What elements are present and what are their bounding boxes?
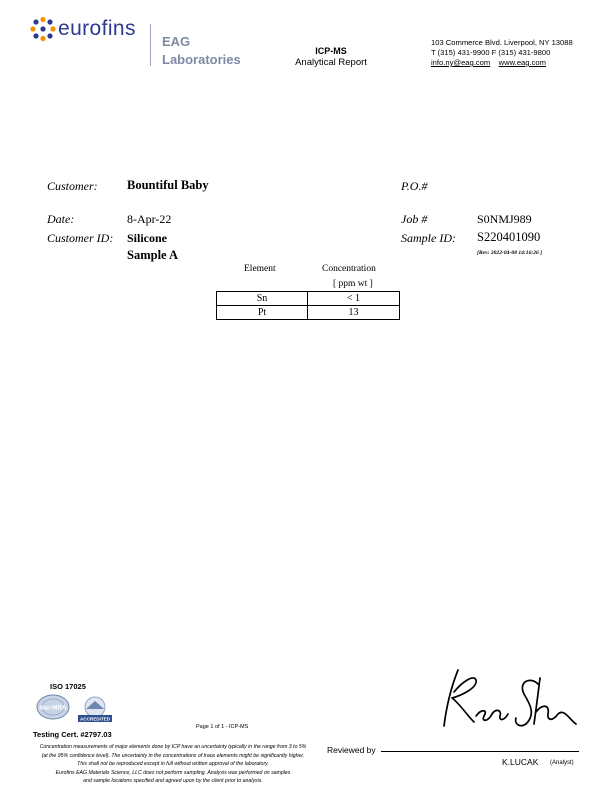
ilac-mra-badge-icon	[36, 694, 70, 720]
disclaimer	[10, 743, 336, 786]
customer-value: Bountiful Baby	[127, 178, 209, 192]
concentration-cell: < 1	[308, 292, 400, 306]
website-link[interactable]: www.eag.com	[498, 58, 546, 67]
element-cell: Pt	[217, 306, 308, 320]
lab-phone-fax: T (315) 431-9900 F (315) 431-9800	[431, 48, 551, 57]
division-line-2: Laboratories	[162, 52, 241, 67]
customer-id-value: Silicone	[127, 231, 168, 245]
eurofins-dots-icon	[30, 16, 56, 42]
po-label: P.O.#	[401, 179, 428, 193]
disclaimer-line: and sample locations specified and agreed upon by the client prior to analysis.	[83, 778, 263, 785]
iso-standard: ISO 17025	[50, 682, 86, 691]
a2la-accredited-badge-icon	[74, 696, 116, 724]
a2la-badge-text: ACCREDITED	[79, 716, 111, 722]
date-label: Date:	[47, 212, 75, 226]
customer-id-label: Customer ID:	[47, 231, 114, 245]
handwritten-signature-icon	[430, 664, 580, 734]
ilac-badge-text: ilac-MRA	[39, 704, 67, 712]
element-column-header: Element	[244, 264, 276, 274]
disclaimer-line: This shall not be reproduced except in full without written approval of the laboratory.	[77, 761, 269, 768]
results-table	[216, 291, 400, 320]
analyst-name: K.LUCAK	[502, 757, 539, 767]
sample-id-value: S220401090	[477, 230, 541, 244]
disclaimer-line: Concentration measurements of major elements done by ICP have an uncertainty typically in the range from 3 to 5%	[39, 744, 307, 750]
signature-line	[381, 751, 579, 752]
table-row	[217, 306, 400, 320]
lab-address: 103 Commerce Blvd. Liverpool, NY 13088	[431, 38, 573, 47]
brand-name: eurofins	[58, 17, 136, 40]
concentration-unit: [ ppm wt ]	[333, 279, 373, 289]
table-row	[217, 292, 400, 306]
analyst-role: (Analyst)	[550, 760, 574, 766]
job-value: S0NMJ989	[477, 212, 532, 226]
date-value: 8-Apr-22	[127, 212, 172, 226]
concentration-cell: 13	[308, 306, 400, 320]
lab-contact	[431, 58, 546, 67]
sample-id-label: Sample ID:	[401, 231, 456, 245]
report-subtitle: Analytical Report	[295, 57, 367, 68]
testing-cert: Testing Cert. #2797.03	[33, 730, 112, 739]
concentration-column-header: Concentration	[322, 264, 376, 274]
division-line-1: EAG	[162, 34, 191, 49]
disclaimer-line: (at the 95% confidence level). The uncertainty in the concentrations of trace elements might be significantly higher.	[41, 752, 305, 759]
disclaimer-line: Eurofins EAG Materials Science, LLC does not perform sampling. Analysis was performed on samples	[55, 769, 291, 776]
element-cell: Sn	[217, 292, 308, 306]
logo-divider	[150, 24, 151, 66]
report-title: ICP-MS	[315, 46, 347, 56]
reviewed-by-label: Reviewed by	[327, 745, 376, 755]
customer-label: Customer:	[47, 179, 98, 193]
job-label: Job #	[401, 212, 428, 226]
sample-name: Sample A	[127, 248, 179, 262]
email-link[interactable]: info.ny@eag.com	[431, 58, 491, 67]
revision-stamp: [Rev: 2022-04-08 14:16:26 ]	[477, 250, 543, 256]
page-number: Page 1 of 1 - ICP-MS	[196, 724, 249, 730]
